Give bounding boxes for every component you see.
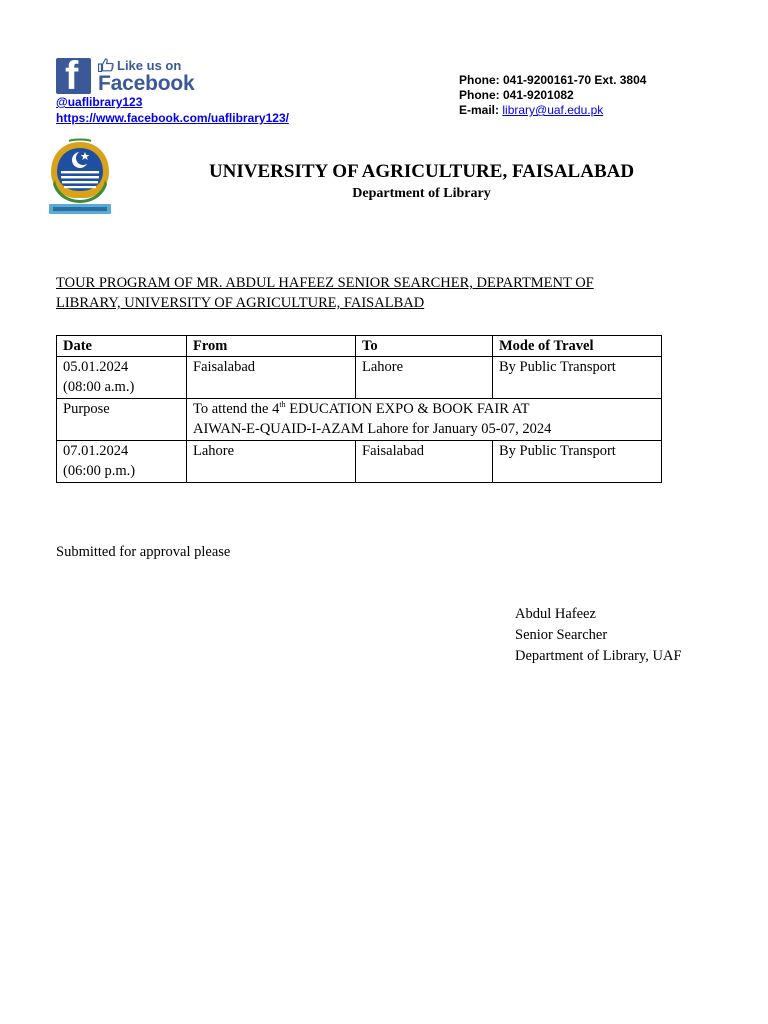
to-cell: Faisalabad bbox=[356, 441, 493, 483]
date-cell bbox=[57, 357, 187, 399]
purpose-label: Purpose bbox=[57, 399, 187, 441]
signatory-name: Abdul Hafeez bbox=[515, 606, 596, 622]
university-title: UNIVERSITY OF AGRICULTURE, FAISALABAD bbox=[208, 161, 635, 182]
tour-schedule-table bbox=[56, 335, 662, 483]
facebook-icon: f bbox=[56, 58, 91, 94]
thumbs-up-icon bbox=[98, 58, 114, 72]
department-title: Department of Library bbox=[352, 186, 491, 201]
table-header-row bbox=[57, 336, 662, 357]
time-value: (06:00 p.m.) bbox=[63, 463, 136, 479]
email-link[interactable]: library@uaf.edu.pk bbox=[502, 103, 604, 117]
header-to: To bbox=[356, 336, 493, 357]
facebook-url-link[interactable]: https://www.facebook.com/uaflibrary123/ bbox=[56, 111, 289, 125]
phone-primary: Phone: 041-9200161-70 Ext. 3804 bbox=[459, 73, 647, 87]
submission-note: Submitted for approval please bbox=[56, 544, 231, 560]
date-value: 07.01.2024 bbox=[63, 443, 129, 459]
signatory-title: Senior Searcher bbox=[515, 627, 608, 643]
like-us-label: Like us on bbox=[117, 58, 182, 73]
to-cell: Lahore bbox=[356, 357, 493, 399]
table-row bbox=[57, 441, 662, 483]
ordinal-suffix: th bbox=[279, 400, 286, 410]
from-cell: Faisalabad bbox=[187, 357, 356, 399]
date-cell bbox=[57, 441, 187, 483]
signature-block bbox=[515, 604, 682, 667]
facebook-wordmark: Facebook bbox=[98, 72, 195, 95]
header-date: Date bbox=[57, 336, 187, 357]
tour-program-heading: TOUR PROGRAM OF MR. ABDUL HAFEEZ SENIOR SEARCHER, DEPARTMENT OF LIBRARY, UNIVERSITY OF AGRICULTURE, FAISALBAD bbox=[56, 275, 594, 311]
signatory-department: Department of Library, UAF bbox=[515, 648, 682, 664]
time-value: (08:00 a.m.) bbox=[63, 379, 135, 395]
mode-cell: By Public Transport bbox=[493, 357, 662, 399]
date-value: 05.01.2024 bbox=[63, 359, 129, 375]
from-cell: Lahore bbox=[187, 441, 356, 483]
facebook-like-badge[interactable] bbox=[56, 54, 196, 98]
phone-secondary: Phone: 041-9201082 bbox=[459, 88, 574, 102]
email-label: E-mail: bbox=[459, 103, 500, 117]
purpose-row bbox=[57, 399, 662, 441]
facebook-handle-link[interactable]: @uaflibrary123 bbox=[56, 95, 143, 109]
purpose-text: To attend the 4th EDUCATION EXPO & BOOK FAIR AT AIWAN-E-QUAID-I-AZAM Lahore for January 05-07, 2024 bbox=[187, 399, 662, 441]
header-from: From bbox=[187, 336, 356, 357]
header-mode: Mode of Travel bbox=[493, 336, 662, 357]
table-row bbox=[57, 357, 662, 399]
email-row bbox=[459, 103, 603, 117]
mode-cell: By Public Transport bbox=[493, 441, 662, 483]
